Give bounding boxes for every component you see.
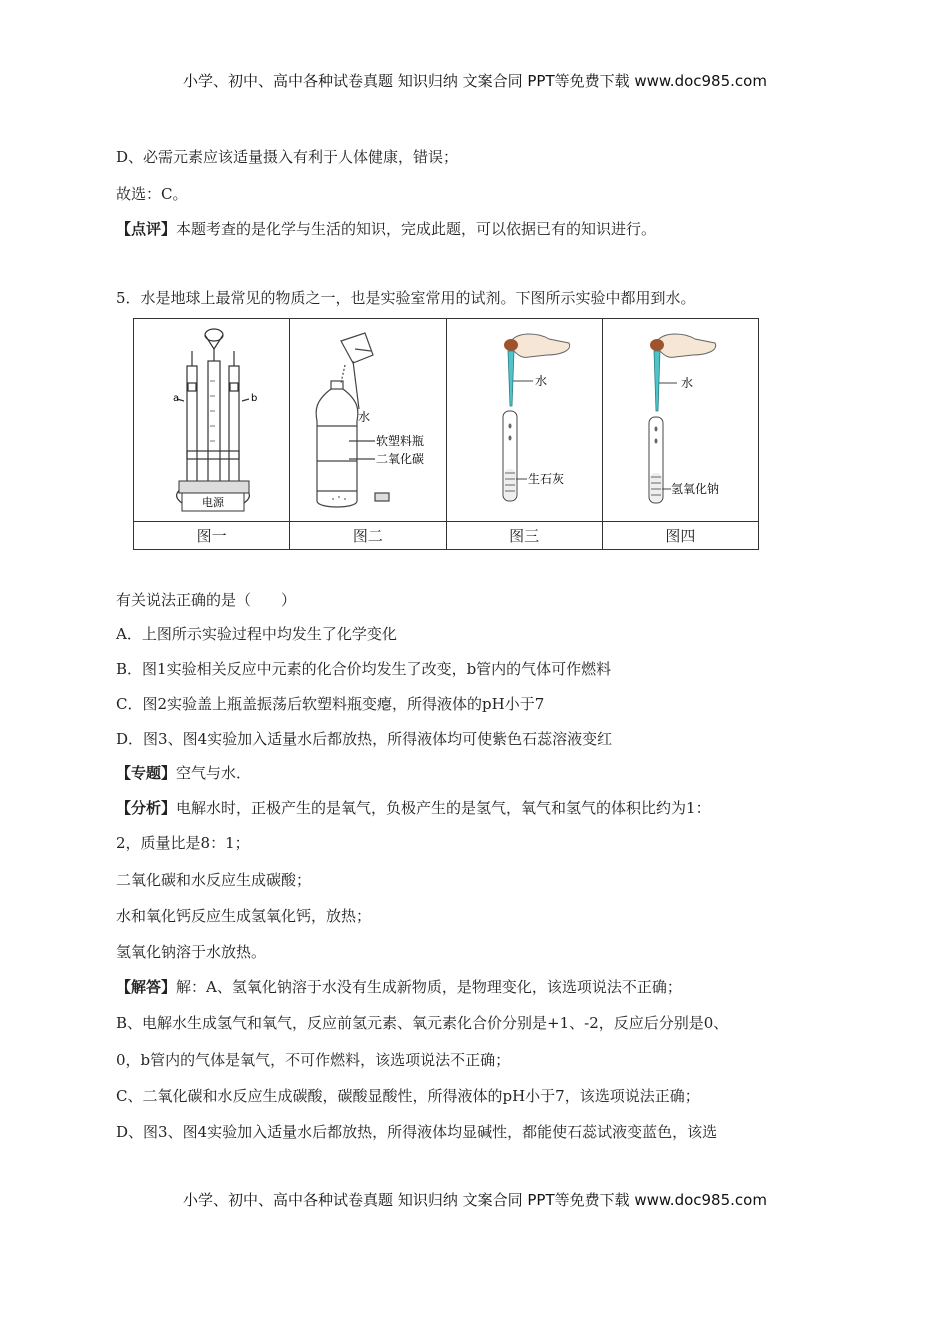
figure-4-cell — [602, 319, 758, 522]
analysis-line-4: 水和氧化钙反应生成氢氧化钙，放热； — [116, 907, 372, 925]
naoh-label: 氢氧化钠 — [671, 481, 720, 496]
power-label: 电源 — [201, 495, 224, 509]
prev-answer: 故选：C。 — [116, 185, 188, 203]
water-label-2: 水 — [357, 409, 370, 424]
tube-b-label: b — [250, 392, 257, 404]
figure-2-cell — [290, 319, 446, 522]
plastic-bottle-apparatus — [293, 321, 443, 516]
analysis-line-2: 2，质量比是8：1； — [116, 834, 250, 852]
topic-tag: 【专题】 — [116, 764, 177, 782]
answer-line-1 — [116, 977, 682, 997]
caption-4: 图四 — [602, 522, 758, 550]
electrolysis-apparatus — [137, 321, 287, 516]
analysis-line-5: 氢氧化钠溶于水放热。 — [116, 943, 267, 961]
water-label-4: 水 — [681, 375, 694, 390]
caption-2: 图二 — [290, 522, 446, 550]
figure-3-cell — [446, 319, 602, 522]
bottle-label: 软塑料瓶 — [375, 433, 424, 448]
answer-line-3: 0，b管内的气体是氧气，不可作燃料，该选项说法不正确； — [116, 1051, 511, 1069]
option-d: D．图3、图4实验加入适量水后都放热，所得液体均可使紫色石蕊溶液变红 — [116, 730, 613, 748]
prev-comment — [116, 219, 656, 239]
question-stem: 5．水是地球上最常见的物质之一，也是实验室常用的试剂。下图所示实验中都用到水。 — [116, 289, 696, 307]
water-label-3: 水 — [535, 373, 548, 388]
figure-1-cell — [134, 319, 290, 522]
topic-line — [116, 763, 251, 783]
figure-table — [133, 318, 759, 550]
comment-text: 本题考查的是化学与生活的知识，完成此题，可以依据已有的知识进行。 — [176, 220, 657, 238]
comment-tag: 【点评】 — [116, 220, 177, 238]
page-header: 小学、初中、高中各种试卷真题 知识归纳 文案合同 PPT等免费下载 www.doc985.com — [183, 72, 767, 90]
analysis-tag: 【分析】 — [116, 799, 177, 817]
caption-3: 图三 — [446, 522, 602, 550]
answer-line-4: C、二氧化碳和水反应生成碳酸，碳酸显酸性，所得液体的pH小于7，该选项说法正确； — [116, 1087, 700, 1105]
quicklime-label: 生石灰 — [528, 471, 565, 486]
analysis-text-1: 电解水时，正极产生的是氧气，负极产生的是氢气，氧气和氢气的体积比约为1： — [176, 799, 711, 817]
answer-tag: 【解答】 — [116, 978, 177, 996]
analysis-line-1 — [116, 798, 711, 818]
topic-text: 空气与水． — [176, 764, 252, 782]
page-footer: 小学、初中、高中各种试卷真题 知识归纳 文案合同 PPT等免费下载 www.doc985.com — [183, 1191, 767, 1209]
answer-line-5: D、图3、图4实验加入适量水后都放热，所得液体均显碱性，都能使石蕊试液变蓝色，该选 — [116, 1123, 718, 1141]
co2-label: 二氧化碳 — [375, 451, 424, 466]
caption-1: 图一 — [134, 522, 290, 550]
option-b: B．图1实验相关反应中元素的化合价均发生了改变，b管内的气体可作燃料 — [116, 660, 612, 678]
question-prompt: 有关说法正确的是（ ） — [116, 591, 297, 609]
option-c: C．图2实验盖上瓶盖振荡后软塑料瓶变瘪，所得液体的pH小于7 — [116, 695, 545, 713]
analysis-line-3: 二氧化碳和水反应生成碳酸； — [116, 871, 312, 889]
option-a: A．上图所示实验过程中均发生了化学变化 — [116, 625, 397, 643]
tube-a-label: a — [172, 392, 179, 404]
answer-text-1: 解：A、氢氧化钠溶于水没有生成新物质，是物理变化，该选项说法不正确； — [176, 978, 682, 996]
sodium-hydroxide-test-tube — [605, 321, 755, 516]
quicklime-test-tube — [449, 321, 599, 516]
answer-line-2: B、电解水生成氢气和氧气，反应前氢元素、氧元素化合价分别是+1、-2，反应后分别是0、 — [116, 1014, 729, 1032]
prev-option-d: D、必需元素应该适量摄入有利于人体健康，错误； — [116, 148, 459, 166]
